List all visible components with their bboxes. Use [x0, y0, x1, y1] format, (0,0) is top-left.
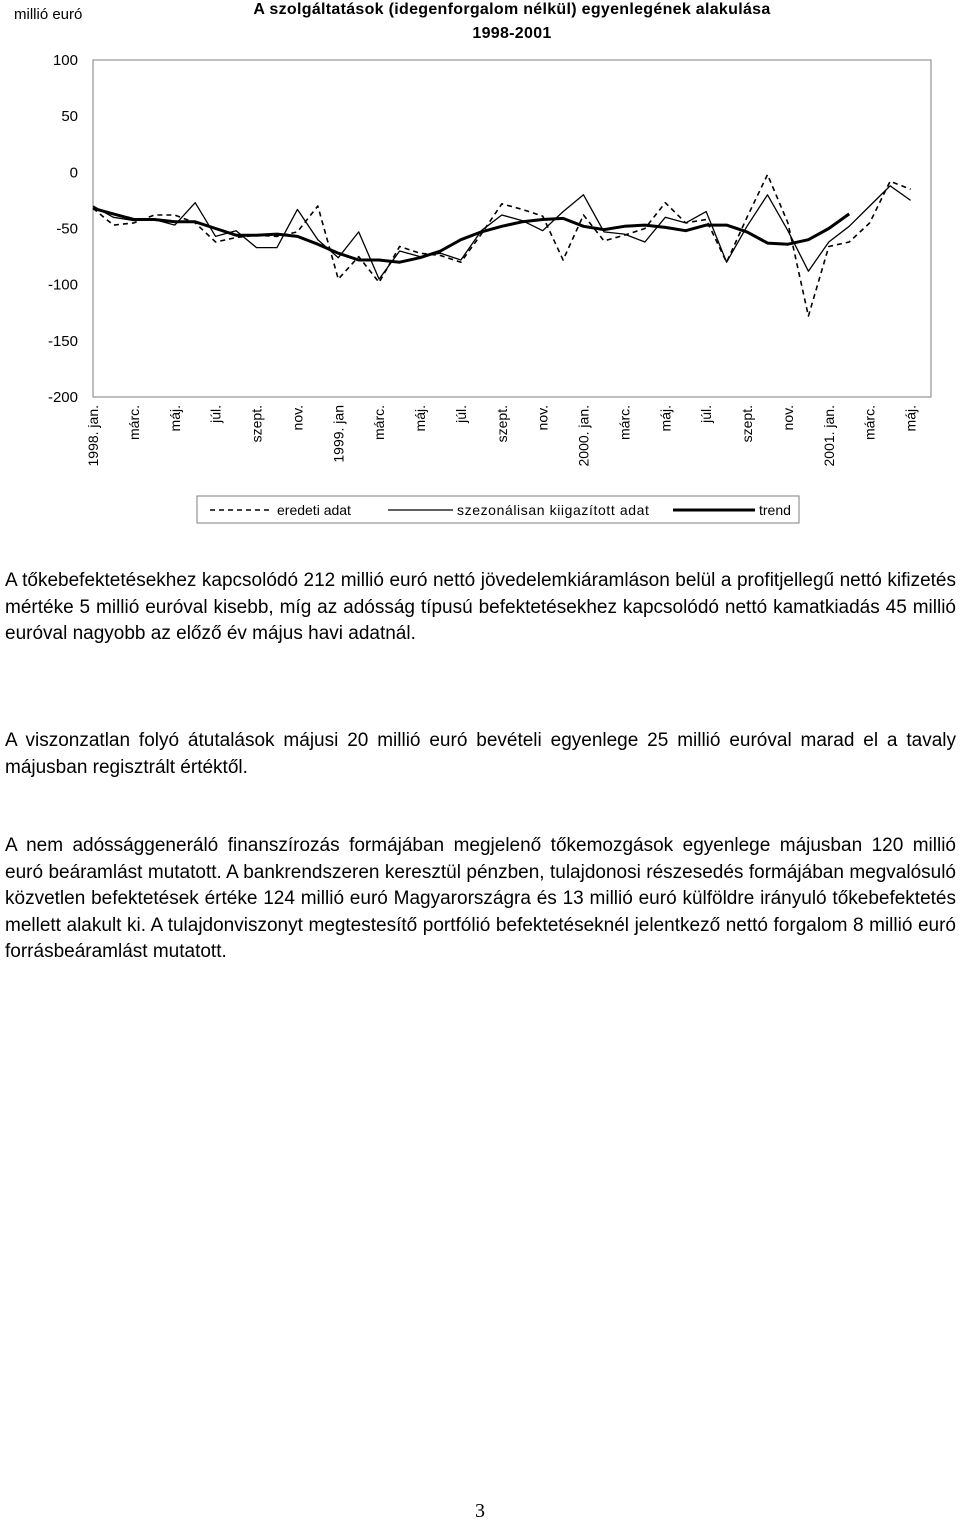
legend-label-szezonalis: szezonálisan kiigazított adat [457, 502, 650, 518]
x-tick-label: szept. [248, 405, 265, 443]
x-axis-ticks [85, 405, 919, 467]
x-tick-label: 1998. jan. [85, 405, 101, 467]
y-tick-label: 100 [52, 52, 78, 69]
x-tick-label: márc. [616, 405, 633, 440]
chart-ylabel: millió euró [14, 6, 83, 23]
x-tick-label: máj. [166, 405, 183, 432]
chart-subtitle: 1998-2001 [472, 25, 552, 42]
x-tick-label: nov. [779, 405, 796, 431]
y-axis-ticks [48, 52, 78, 406]
x-tick-label: 1999. jan [330, 405, 347, 463]
paragraph-3: A nem adóssággeneráló finanszírozás formájában megjelenő tőkemozgások egyenlege májusban 120 millió euró beáramlást mutatott. A bankrendszeren keresztül pénzben, tulajdonosi részesedés formájában megvalósuló közvetlen befektetések értéke 124 millió euró Magyarországra és 13 millió euró külföldre irányuló tőkebefektetés mellett alakult ki. A tulajdonviszonyt megtestesítő portfólió befektetéseknél jelentkező nettó forgalom 8 millió euró forrásbeáramlást mutatott. [5, 835, 956, 962]
paragraph-2: A viszonzatlan folyó átutalások májusi 20 millió euró bevételi egyenlege 25 millió euróval marad el a tavaly májusban regisztrált értéktől. [5, 730, 956, 778]
chart-title: A szolgáltatások (idegenforgalom nélkül) egyenlegének alakulása [253, 1, 771, 18]
y-tick-label: 0 [69, 164, 78, 182]
x-tick-label: 2001. jan. [820, 405, 837, 467]
x-tick-label: szept. [493, 405, 510, 443]
x-tick-label: júl. [452, 405, 469, 423]
x-tick-label: júl. [698, 405, 715, 423]
y-tick-label: -50 [56, 220, 78, 238]
x-tick-label: nov. [534, 405, 551, 431]
x-tick-label: máj. [902, 405, 919, 432]
x-tick-label: márc. [861, 405, 878, 440]
x-tick-label: márc. [371, 405, 388, 440]
legend [197, 496, 799, 523]
x-tick-label: 2000. jan. [575, 405, 592, 467]
paragraph-1: A tőkebefektetésekhez kapcsolódó 212 millió euró nettó jövedelemkiáramláson belül a profitjellegű nettó kifizetés mértéke 5 millió euróval kisebb, míg az adósság típusú befektetésekhez kapcsolódó nettó kamatkiadás 45 millió euróval nagyobb az előző év május havi adatnál. [5, 570, 956, 644]
series-line-3 [93, 208, 849, 262]
y-tick-label: -100 [47, 276, 78, 294]
x-tick-label: nov. [289, 405, 306, 431]
page-number: 3 [475, 1500, 485, 1522]
x-tick-label: márc. [125, 405, 142, 440]
y-tick-label: -200 [47, 389, 78, 406]
x-tick-label: júl. [207, 405, 224, 423]
x-tick-label: máj. [412, 405, 429, 432]
x-tick-label: máj. [657, 405, 674, 432]
y-tick-label: 50 [61, 108, 78, 126]
y-tick-label: -150 [47, 332, 78, 350]
chart [0, 0, 960, 545]
x-tick-label: szept. [739, 405, 756, 443]
legend-label-eredeti: eredeti adat [277, 502, 351, 518]
legend-label-trend: trend [759, 502, 791, 518]
series-line-2 [93, 186, 911, 279]
series-group [93, 175, 911, 317]
